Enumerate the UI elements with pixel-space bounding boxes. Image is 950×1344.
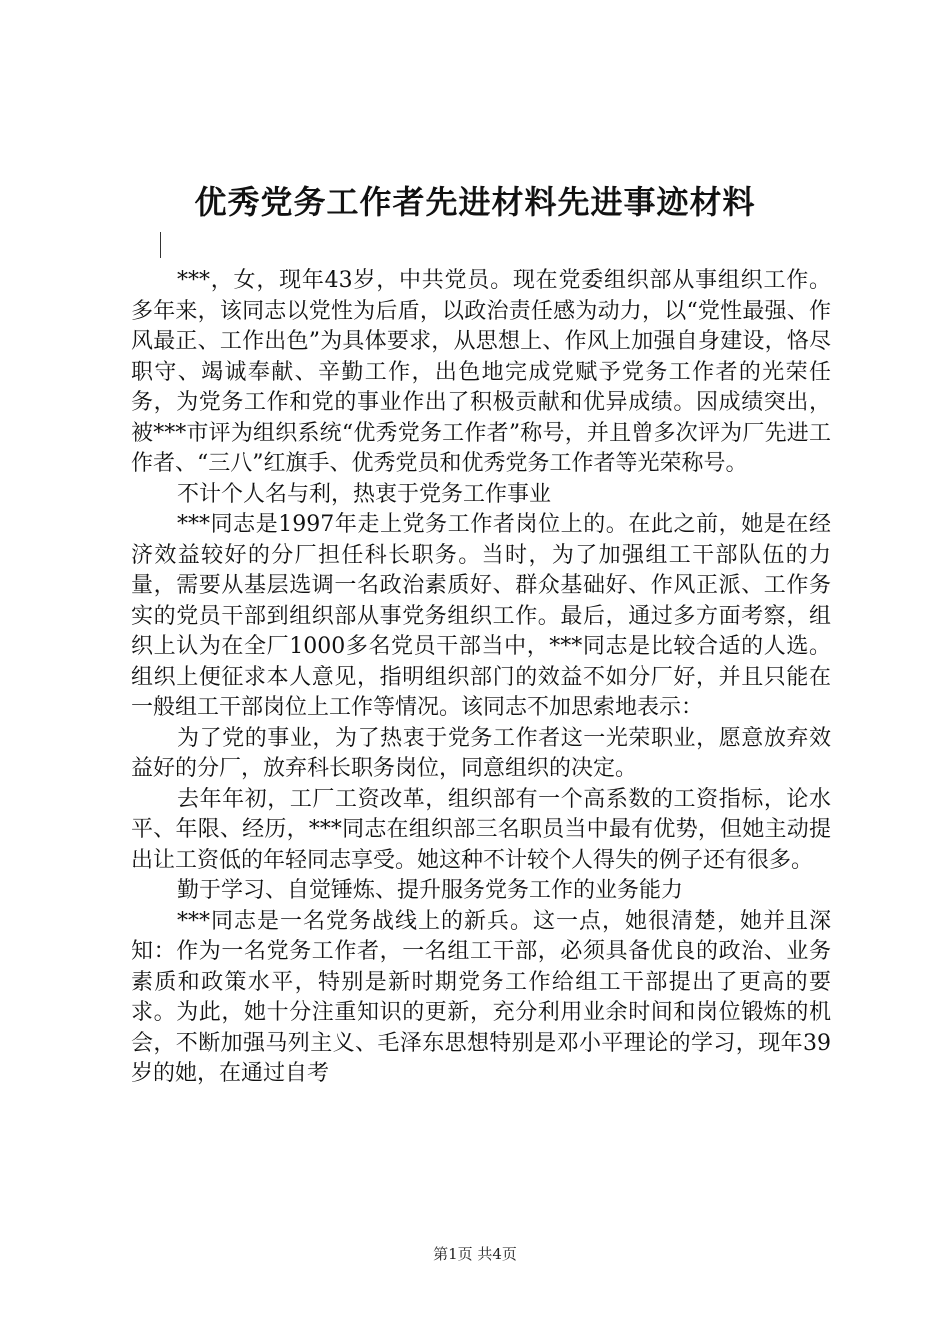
paragraph-study: ***同志是一名党务战线上的新兵。这一点，她很清楚，她并且深知：作为一名党务工作者，一名组工干部，必须具备优良的政治、业务素质和政策水平，特别是新时期党务工作给组工干部提出了更高的要求。为此，她十分注重知识的更新，充分利用业余时间和岗位锻炼的机会，不断加强马列主义、毛泽东思想特别是邓小平理论的学习，现年39岁的她，在通过自考: [131, 908, 831, 1086]
page-footer: 第1页 共4页: [433, 1245, 517, 1263]
paragraph-intro: ***，女，现年43岁，中共党员。现在党委组织部从事组织工作。多年来，该同志以党性为后盾，以政治责任感为动力，以“党性最强、作风最正、工作出色”为具体要求，从思想上、作风上加强自身建设，恪尽职守、竭诚奉献、辛勤工作，出色地完成党赋予党务工作者的光荣任务，为党务工作和党的事业作出了积极贡献和优异成绩。因成绩突出，被***市评为组织系统“优秀党务工作者”称号，并且曾多次评为厂先进工作者、“三八”红旗手、优秀党员和优秀党务工作者等光荣称号。: [131, 268, 831, 476]
paragraph-salary: 去年年初，工厂工资改革，组织部有一个高系数的工资指标，论水平、年限、经历，***同志在组织部三名职员当中最有优势，但她主动提出让工资低的年轻同志享受。她这种不计较个人得失的例子还有很多。: [131, 786, 831, 873]
document-title: 优秀党务工作者先进材料先进事迹材料: [194, 183, 756, 221]
section-heading-1: 不计个人名与利，热衷于党务工作事业: [177, 481, 552, 507]
paragraph-career: ***同志是1997年走上党务工作者岗位上的。在此之前，她是在经济效益较好的分厂担任科长职务。当时，为了加强组工干部队伍的力量，需要从基层选调一名政治素质好、群众基础好、作风正派、工作务实的党员干部到组织部从事党务组织工作。最后，通过多方面考察，组织上认为在全厂1000多名党员干部当中，***同志是比较合适的人选。组织上便征求本人意见，指明组织部门的效益不如分厂好，并且只能在一般组工干部岗位上工作等情况。该同志不加思索地表示：: [131, 512, 831, 720]
document-body: [131, 266, 831, 1090]
text-cursor: [160, 232, 161, 258]
section-heading-2: 勤于学习、自觉锤炼、提升服务党务工作的业务能力: [177, 878, 684, 903]
paragraph-quote: 为了党的事业，为了热衷于党务工作者这一光荣职业，愿意放弃效益好的分厂，放弃科长职务岗位，同意组织的决定。: [131, 725, 831, 781]
